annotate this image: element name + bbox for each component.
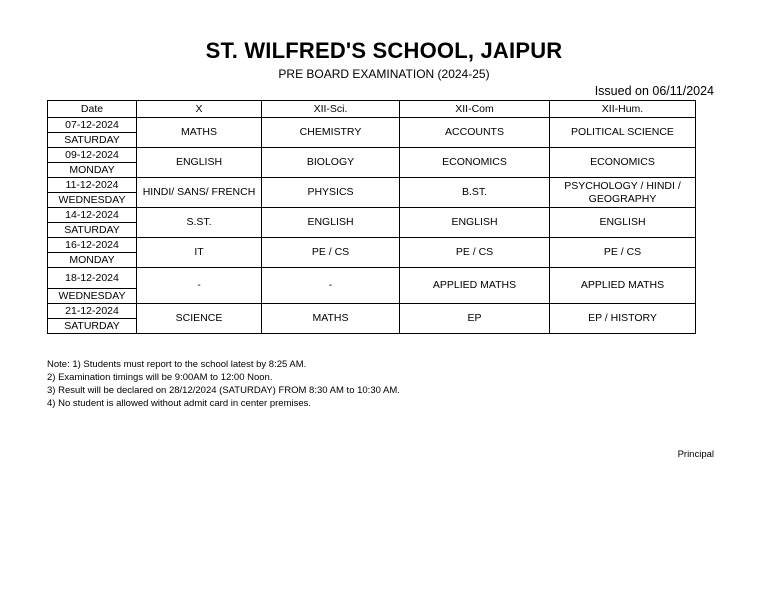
subject-x: S.ST. <box>137 208 262 238</box>
subject-x: IT <box>137 238 262 268</box>
header-xii-sci: XII-Sci. <box>262 101 400 118</box>
note-line: Note: 1) Students must report to the school latest by 8:25 AM. <box>47 359 307 370</box>
subject-xii-sci: MATHS <box>262 304 400 334</box>
subject-xii-com: ECONOMICS <box>400 148 550 178</box>
header-date: Date <box>48 101 137 118</box>
subject-x: SCIENCE <box>137 304 262 334</box>
table-row <box>48 304 696 319</box>
subject-xii-com: B.ST. <box>400 178 550 208</box>
subject-xii-sci: CHEMISTRY <box>262 118 400 148</box>
subject-xii-hum: EP / HISTORY <box>550 304 696 334</box>
day-cell: SATURDAY <box>48 319 137 334</box>
principal-signature-label: Principal <box>677 449 714 460</box>
note-line: 4) No student is allowed without admit card in center premises. <box>47 398 312 409</box>
subject-xii-hum: ECONOMICS <box>550 148 696 178</box>
table-row <box>48 178 696 193</box>
date-cell: 14-12-2024 <box>48 208 137 223</box>
subject-x: HINDI/ SANS/ FRENCH <box>137 178 262 208</box>
subject-xii-hum: APPLIED MATHS <box>550 268 696 304</box>
table-row <box>48 148 696 163</box>
subject-xii-hum: ENGLISH <box>550 208 696 238</box>
subject-xii-com: APPLIED MATHS <box>400 268 550 304</box>
subject-xii-com: PE / CS <box>400 238 550 268</box>
school-title: ST. WILFRED'S SCHOOL, JAIPUR <box>205 38 563 63</box>
header-xii-hum: XII-Hum. <box>550 101 696 118</box>
subject-x: ENGLISH <box>137 148 262 178</box>
exam-subtitle: PRE BOARD EXAMINATION (2024-25) <box>278 67 490 81</box>
day-cell: SATURDAY <box>48 223 137 238</box>
date-cell: 07-12-2024 <box>48 118 137 133</box>
date-cell: 11-12-2024 <box>48 178 137 193</box>
header-class-x: X <box>137 101 262 118</box>
subject-xii-sci: ENGLISH <box>262 208 400 238</box>
note-line: 3) Result will be declared on 28/12/2024 (SATURDAY) FROM 8:30 AM to 10:30 AM. <box>47 385 400 396</box>
issued-date: Issued on 06/11/2024 <box>594 84 714 98</box>
subject-x: - <box>137 268 262 304</box>
exam-schedule-table <box>47 100 696 334</box>
subject-xii-com: EP <box>400 304 550 334</box>
table-row <box>48 208 696 223</box>
date-cell: 09-12-2024 <box>48 148 137 163</box>
subject-xii-com: ENGLISH <box>400 208 550 238</box>
subject-xii-sci: BIOLOGY <box>262 148 400 178</box>
subject-xii-hum: POLITICAL SCIENCE <box>550 118 696 148</box>
subject-xii-sci: - <box>262 268 400 304</box>
date-cell: 16-12-2024 <box>48 238 137 253</box>
date-cell: 18-12-2024 <box>48 268 137 289</box>
header-xii-com: XII-Com <box>400 101 550 118</box>
table-row <box>48 118 696 133</box>
date-cell: 21-12-2024 <box>48 304 137 319</box>
note-line: 2) Examination timings will be 9:00AM to 12:00 Noon. <box>47 372 273 383</box>
subject-xii-com: ACCOUNTS <box>400 118 550 148</box>
day-cell: WEDNESDAY <box>48 193 137 208</box>
day-cell: MONDAY <box>48 163 137 178</box>
subject-xii-sci: PHYSICS <box>262 178 400 208</box>
table-row <box>48 268 696 289</box>
subject-xii-hum: PSYCHOLOGY / HINDI / GEOGRAPHY <box>550 178 696 208</box>
day-cell: MONDAY <box>48 253 137 268</box>
subject-x: MATHS <box>137 118 262 148</box>
notes-block <box>47 358 400 410</box>
subject-xii-sci: PE / CS <box>262 238 400 268</box>
table-row <box>48 238 696 253</box>
day-cell: WEDNESDAY <box>48 289 137 304</box>
table-header-row <box>48 101 696 118</box>
subject-xii-hum: PE / CS <box>550 238 696 268</box>
day-cell: SATURDAY <box>48 133 137 148</box>
